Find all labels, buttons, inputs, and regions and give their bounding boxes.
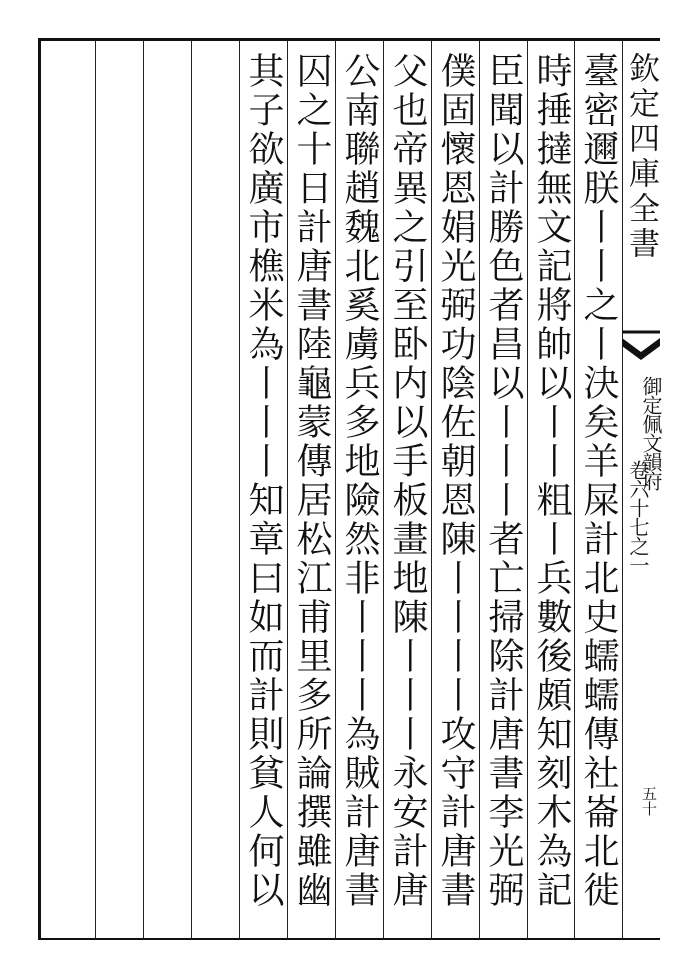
volume-title-line-1: 御定佩文韻府 xyxy=(639,376,663,490)
column-rule xyxy=(191,40,192,938)
text-column-8: 其子欲廣市樵米為丨丨丨知章曰如而計則貧人何以 xyxy=(243,52,284,910)
text-column-1: 臺密邇朕丨丨之丨決矣羊屎計北史蠕蠕傳社崙北徙 xyxy=(578,52,619,910)
fishtail-ornament-icon xyxy=(622,330,660,370)
volume-title-line-2: 卷六十七之一 xyxy=(626,460,650,574)
text-column-3: 臣聞以計勝色者昌以丨丨丨者亡掃除計唐書李光弼 xyxy=(483,52,524,910)
text-column-2: 時捶撻無文記將帥以丨丨粗丨兵數後頗知刻木為記 xyxy=(531,52,572,910)
book-title: 欽定四庫全書 xyxy=(623,52,659,262)
text-column-4: 僕固懷恩娟光弼功陰佐朝恩陳丨丨丨丨攻守計唐書 xyxy=(435,52,476,910)
page-margin xyxy=(622,40,663,938)
column-rule xyxy=(143,40,144,938)
text-column-7: 囚之十日計唐書陸龜蒙傳居松江甫里多所論撰雖幽 xyxy=(291,52,332,910)
text-column-5: 父也帝異之引至卧内以手板畫地陳丨丨丨永安計唐 xyxy=(387,52,428,910)
text-column-6: 公南聯趙魏北奚虜兵多地險然非丨丨丨為賊計唐書 xyxy=(339,52,380,910)
column-rule xyxy=(95,40,96,938)
page-number: 五十 xyxy=(640,786,658,816)
